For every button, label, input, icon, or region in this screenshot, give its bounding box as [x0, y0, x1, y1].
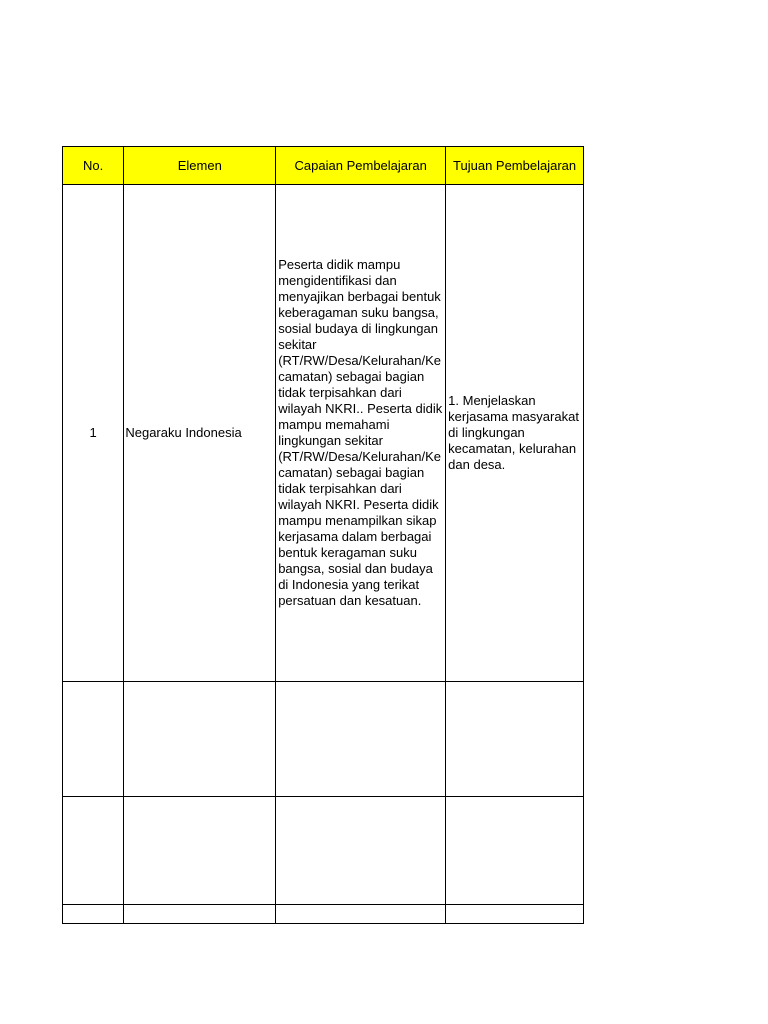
cell-tujuan-pembelajaran: 1. Menjelaskan kerjasama masyarakat di lingkungan kecamatan, kelurahan dan desa. [446, 185, 584, 682]
table-header [63, 147, 584, 185]
empty-cell [446, 682, 584, 797]
empty-cell [63, 682, 124, 797]
empty-cell [446, 797, 584, 905]
empty-cell [276, 905, 446, 924]
learning-objectives-table [62, 146, 584, 924]
empty-cell [63, 905, 124, 924]
empty-cell [446, 905, 584, 924]
empty-cell [276, 682, 446, 797]
header-tujuan-pembelajaran: Tujuan Pembelajaran [446, 147, 584, 185]
cell-capaian-pembelajaran: Peserta didik mampu mengidentifikasi dan menyajikan berbagai bentuk keberagaman suku bangsa, sosial budaya di lingkungan sekitar (RT/RW/Desa/Kelurahan/Kecamatan) sebagai bagian tidak terpisahkan dari wilayah NKRI.. Peserta didik mampu memahami lingkungan sekitar (RT/RW/Desa/Kelurahan/Kecamatan) sebagai bagian tidak terpisahkan dari wilayah NKRI. Peserta didik mampu menampilkan sikap kerjasama dalam berbagai bentuk keragaman suku bangsa, sosial dan budaya di Indonesia yang terikat persatuan dan kesatuan. [276, 185, 446, 682]
header-elemen: Elemen [124, 147, 276, 185]
table-row [63, 185, 584, 682]
cell-no: 1 [63, 185, 124, 682]
cell-elemen: Negaraku Indonesia [124, 185, 276, 682]
header-no: No. [63, 147, 124, 185]
table-body [63, 185, 584, 924]
empty-cell [63, 797, 124, 905]
header-capaian-pembelajaran: Capaian Pembelajaran [276, 147, 446, 185]
empty-cell [124, 682, 276, 797]
empty-cell [124, 905, 276, 924]
header-row [63, 147, 584, 185]
empty-row [63, 905, 584, 924]
empty-cell [124, 797, 276, 905]
empty-cell [276, 797, 446, 905]
empty-row [63, 797, 584, 905]
empty-row [63, 682, 584, 797]
